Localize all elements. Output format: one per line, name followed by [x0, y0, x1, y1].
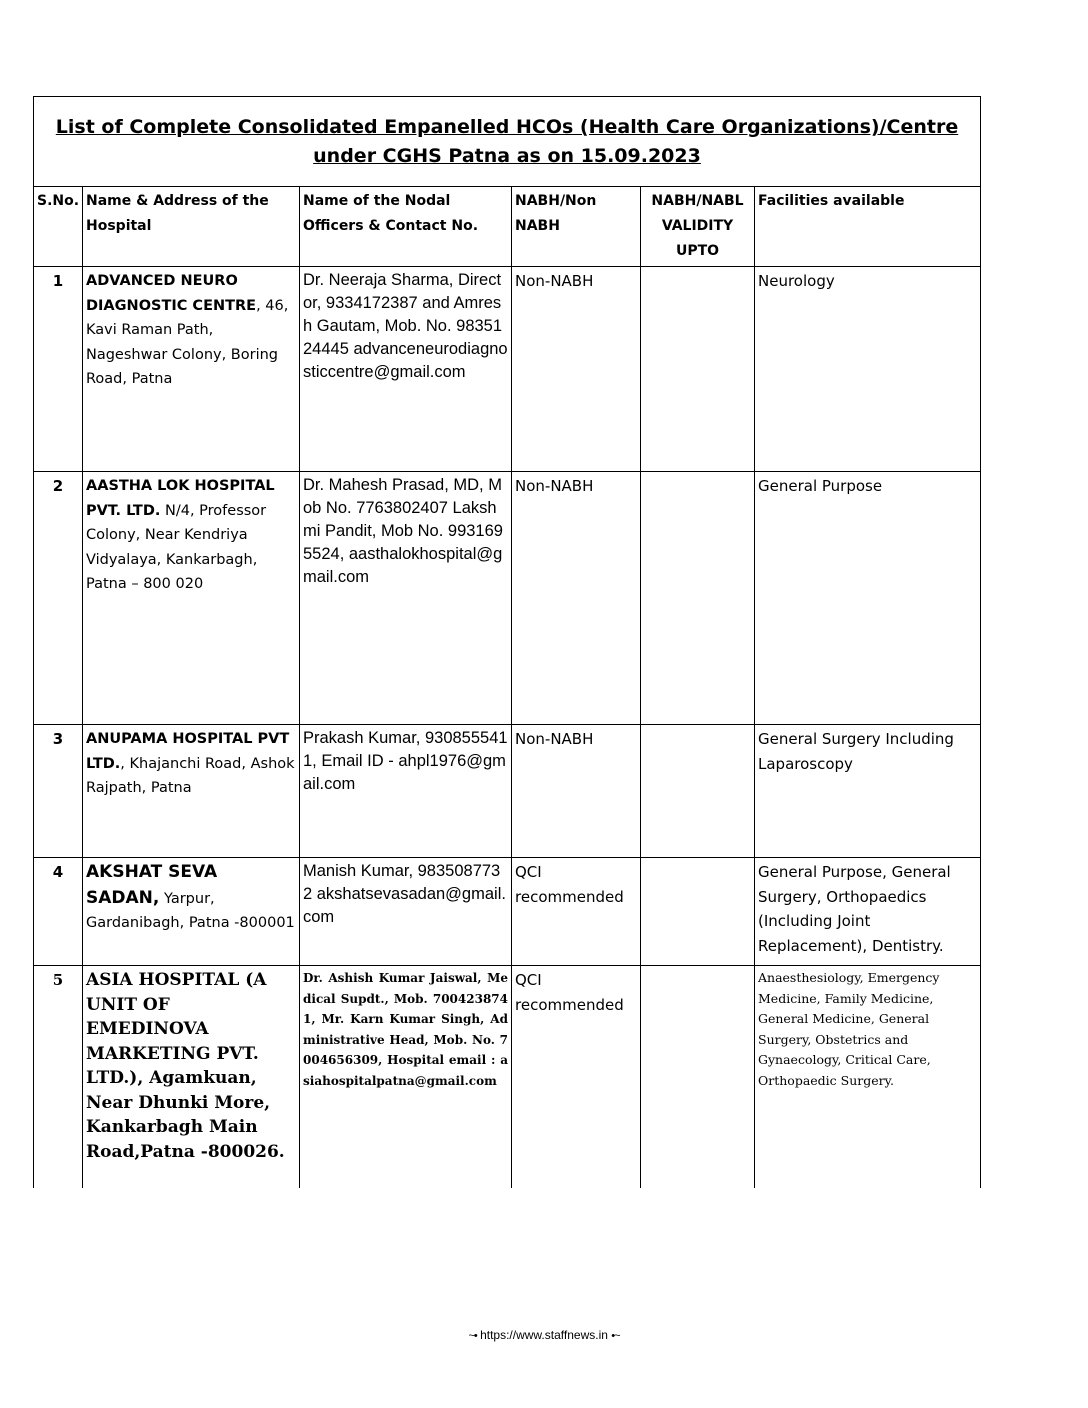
row-nabh-status: QCI recommended [512, 858, 641, 966]
row-validity [641, 267, 755, 472]
footer-left-mark: ~• [468, 1330, 477, 1342]
footer-url[interactable]: https://www.staffnews.in [480, 1328, 608, 1342]
row-sno: 2 [34, 472, 83, 725]
hospital-address: , 46, Kavi Raman Path, Nageshwar Colony, Boring Road, Patna [86, 297, 289, 387]
row-nodal-officers: Manish Kumar, 9835087732 akshatsevasadan@gmail.com [300, 858, 512, 966]
row-validity [641, 472, 755, 725]
hco-table [33, 96, 981, 1188]
row-nabh-status: QCI recommended [512, 966, 641, 1188]
row-sno: 4 [34, 858, 83, 966]
row-validity [641, 858, 755, 966]
row-hospital [83, 472, 300, 725]
header-nabh: NABH/Non NABH [512, 187, 641, 267]
hospital-name: ADVANCED NEURO DIAGNOSTIC CENTRE [86, 273, 257, 314]
row-sno: 1 [34, 267, 83, 472]
hospital-address: , Khajanchi Road, Ashok Rajpath, Patna [86, 755, 295, 796]
row-hospital [83, 725, 300, 858]
document-title [34, 97, 981, 187]
hospital-name: AASTHA LOK HOSPITAL PVT. LTD. [86, 478, 275, 519]
row-hospital [83, 966, 300, 1188]
hospital-address: N/4, Professor Colony, Near Kendriya Vidyalaya, Kankarbagh, Patna – 800 020 [86, 502, 267, 592]
row-nodal-officers: Prakash Kumar, 9308555411, Email ID - ahpl1976@gmail.com [300, 725, 512, 858]
row-nodal-officers: Dr. Mahesh Prasad, MD, Mob No. 7763802407 Lakshmi Pandit, Mob No. 9931695524, aasthalokhospital@gmail.com [300, 472, 512, 725]
header-facilities: Facilities available [755, 187, 981, 267]
row-nodal-officers: Dr. Ashish Kumar Jaiswal, Medical Supdt., Mob. 7004238741, Mr. Karn Kumar Singh, Administrative Head, Mob. No. 7004656309, Hospital email : asiahospitalpatna@gmail.com [300, 966, 512, 1188]
row-nodal-officers: Dr. Neeraja Sharma, Director, 9334172387 and Amresh Gautam, Mob. No. 9835124445 advanceneurodiagnosticcentre@gmail.com [300, 267, 512, 472]
row-sno: 5 [34, 966, 83, 1188]
title-line-1: List of Complete Consolidated Empanelled HCOs (Health Care Organizations)/Centre [55, 116, 959, 138]
header-sno: S.No. [34, 187, 83, 267]
row-hospital [83, 858, 300, 966]
table-row [34, 472, 981, 725]
row-nabh-status: Non-NABH [512, 472, 641, 725]
row-nabh-status: Non-NABH [512, 725, 641, 858]
header-validity: NABH/NABL VALIDITY UPTO [641, 187, 755, 267]
page-footer [0, 1328, 1088, 1342]
header-nodal: Name of the Nodal Officers & Contact No. [300, 187, 512, 267]
table-row [34, 966, 981, 1188]
table-row [34, 858, 981, 966]
header-name: Name & Address of the Hospital [83, 187, 300, 267]
row-sno: 3 [34, 725, 83, 858]
row-validity [641, 725, 755, 858]
row-facilities: Anaesthesiology, Emergency Medicine, Family Medicine, General Medicine, General Surgery, Obstetrics and Gynaecology, Critical Care, Orthopaedic Surgery. [755, 966, 981, 1188]
title-row [34, 97, 981, 187]
row-facilities: General Purpose [755, 472, 981, 725]
footer-right-mark: •~ [611, 1330, 620, 1342]
row-nabh-status: Non-NABH [512, 267, 641, 472]
hospital-name: ASIA HOSPITAL (A UNIT OF EMEDINOVA MARKETING PVT. LTD.), Agamkuan, Near Dhunki More, Kankarbagh Main Road,Patna -800026. [86, 970, 285, 1162]
hospital-name: ANUPAMA HOSPITAL PVT LTD. [86, 731, 290, 772]
hospital-name: AKSHAT SEVA SADAN, [86, 862, 218, 908]
header-row [34, 187, 981, 267]
table-row [34, 725, 981, 858]
row-facilities: Neurology [755, 267, 981, 472]
title-line-2: under CGHS Patna as on 15.09.2023 [313, 145, 701, 167]
table-row [34, 267, 981, 472]
hospital-address: Yarpur, Gardanibagh, Patna -800001 [86, 890, 295, 931]
row-validity [641, 966, 755, 1188]
row-facilities: General Surgery Including Laparoscopy [755, 725, 981, 858]
row-facilities: General Purpose, General Surgery, Orthopaedics (Including Joint Replacement), Dentistry. [755, 858, 981, 966]
row-hospital [83, 267, 300, 472]
